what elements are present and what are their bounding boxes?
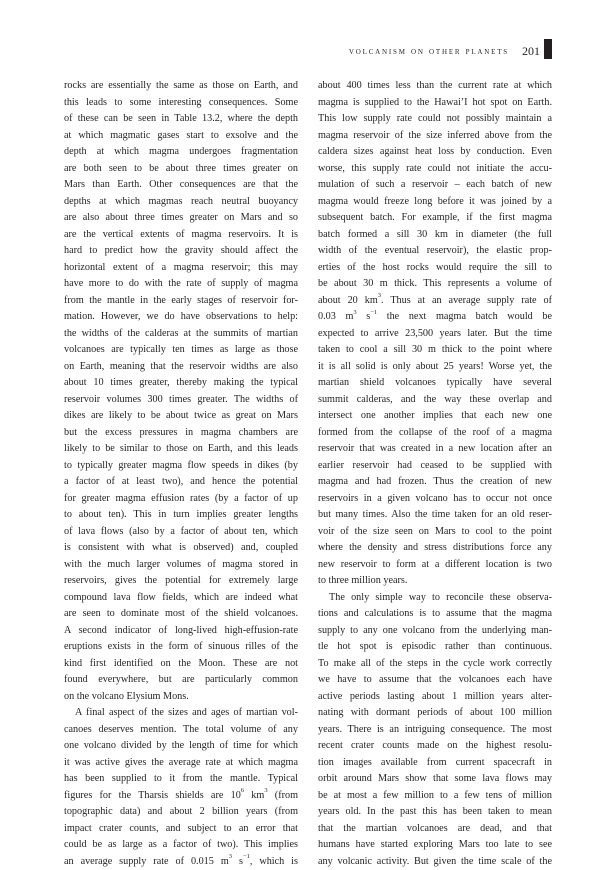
text-run: canoes deserves mention. The total volume of any: [64, 724, 298, 735]
text-run: horizontal extent of a magma reservoir; this may: [64, 262, 298, 273]
text-line: [318, 755, 552, 772]
text-run: are both seen to be about three times greater on: [64, 163, 298, 174]
text-line: [64, 276, 298, 293]
text-run: mulation of such a reservoir – each batch of new: [318, 179, 552, 190]
text-run: reservoirs, gives the potential for extremely large: [64, 575, 298, 586]
text-line: [318, 161, 552, 178]
text-line: [318, 788, 552, 805]
text-line: [318, 771, 552, 788]
text-run: about 20 km: [318, 295, 378, 306]
text-line: [318, 293, 552, 310]
text-line: [64, 78, 298, 95]
superscript: −1: [370, 309, 377, 316]
text-run: about 10 times greater, thereby making the typical: [64, 377, 298, 388]
text-run: hard to predict how the gravity should affect the: [64, 245, 298, 256]
text-run: orbit around Mars show that some lava flows may: [318, 773, 552, 784]
text-line: [64, 227, 298, 244]
text-run: earlier reservoir had ceased to be supplied with: [318, 460, 552, 471]
running-head: volcanism on other planets: [349, 46, 509, 57]
text-line: [318, 309, 552, 326]
text-run: it was active gives the average rate at which magma: [64, 757, 298, 768]
text-run: that the martian volcanoes are dead, and that: [318, 823, 552, 834]
text-line: [64, 375, 298, 392]
text-run: rocks are essentially the same as those on Earth, and: [64, 80, 298, 91]
text-line: [318, 705, 552, 722]
text-run: formed from the collapse of the roof of a magma: [318, 427, 552, 438]
text-run: years old. In the past this has been taken to mean: [318, 806, 552, 817]
text-line: [318, 491, 552, 508]
text-run: To make all of the steps in the cycle work correctly: [318, 658, 552, 669]
text-run: . Thus at an average supply rate of: [381, 295, 552, 306]
text-line: [64, 210, 298, 227]
text-line: [64, 557, 298, 574]
text-line: [64, 408, 298, 425]
text-run: likely to be similar to those on Earth, and this leads: [64, 443, 298, 454]
text-line: [64, 342, 298, 359]
text-line: [64, 392, 298, 409]
text-line: [64, 738, 298, 755]
text-run: magma reservoir of the size inferred above from the: [318, 130, 552, 141]
text-line: [64, 821, 298, 838]
text-line: [318, 177, 552, 194]
text-line: [318, 524, 552, 541]
text-run: dikes are likely to be about twice as great on Mars: [64, 410, 298, 421]
text-line: [318, 672, 552, 689]
text-line: [318, 821, 552, 838]
text-run: km: [244, 790, 264, 801]
text-line: [318, 243, 552, 260]
text-line: [64, 672, 298, 689]
text-run: mation. However, we do have observations to help:: [64, 311, 298, 322]
text-run: are seen to dominate most of the shield volcanoes.: [64, 608, 298, 619]
text-line: [318, 260, 552, 277]
text-line: [64, 425, 298, 442]
text-line: [318, 95, 552, 112]
text-line: [64, 540, 298, 557]
text-line: [64, 524, 298, 541]
text-run: humans have started exploring Mars too late to see: [318, 839, 552, 850]
superscript: 3: [229, 853, 232, 860]
text-line: [64, 161, 298, 178]
text-line: [318, 227, 552, 244]
text-line: [318, 441, 552, 458]
text-run: martian shield volcanoes typically have several: [318, 377, 552, 388]
text-line: [64, 837, 298, 854]
text-run: magma would freeze long before it was joined by a: [318, 196, 552, 207]
text-line: [318, 722, 552, 739]
text-run: 0.03 m: [318, 311, 353, 322]
text-run: The only simple way to reconcile these observa-: [329, 592, 552, 603]
text-line: [64, 128, 298, 145]
text-run: has been supplied to it from the mantle. Typical: [64, 773, 298, 784]
text-run: to three million years.: [318, 575, 407, 586]
text-line: [318, 375, 552, 392]
text-run: be at most a few million to a few tens of million: [318, 790, 552, 801]
text-run: is consistent with what is observed) and, coupled: [64, 542, 298, 553]
text-run: a factor of at least two), and hence the potential: [64, 476, 298, 487]
text-run: A second indicator of long-lived high-effusion-rate: [64, 625, 298, 636]
text-run: but the excess pressures in magma chambers are: [64, 427, 298, 438]
text-run: expected to arrive 23,500 years later. But the time: [318, 328, 552, 339]
text-run: eruptions exists in the form of sinuous rilles of the: [64, 641, 298, 652]
text-line: [318, 590, 552, 607]
text-line: [318, 639, 552, 656]
text-line: [64, 111, 298, 128]
text-run: years. There is an intriguing consequence. The most: [318, 724, 552, 735]
text-line: [64, 623, 298, 640]
text-run: tion images available from current spacecraft in: [318, 757, 552, 768]
text-run: from the mantle in the early stages of reservoir for-: [64, 295, 298, 306]
superscript: 3: [264, 787, 267, 794]
text-run: A final aspect of the sizes and ages of martian vol-: [75, 707, 298, 718]
text-run: new reservoir to form at a different location is two: [318, 559, 552, 570]
text-line: [318, 210, 552, 227]
text-run: where the density and stress distributions force any: [318, 542, 552, 553]
left-text-column: [64, 78, 298, 870]
text-line: [64, 507, 298, 524]
text-run: at which magmatic gases start to exsolve and the: [64, 130, 298, 141]
text-line: [64, 359, 298, 376]
text-line: [64, 573, 298, 590]
text-run: active periods lasting about 1 million years alter-: [318, 691, 552, 702]
text-line: [318, 540, 552, 557]
text-line: [64, 755, 298, 772]
text-run: one volcano divided by the length of time for which: [64, 740, 298, 751]
text-line: [318, 606, 552, 623]
text-line: [318, 623, 552, 640]
text-run: magma and had frozen. Thus the creation of new: [318, 476, 552, 487]
right-text-column: [318, 78, 552, 870]
text-run: an average supply rate of 0.015 m: [64, 856, 229, 867]
page-header: [349, 44, 540, 59]
text-run: s: [357, 311, 371, 322]
text-run: supply to any one volcano from the underlying man-: [318, 625, 552, 636]
text-line: [318, 689, 552, 706]
text-line: [64, 491, 298, 508]
text-run: batch formed a sill 30 km in diameter (the full: [318, 229, 552, 240]
text-run: summit calderas, and the way these overlap and: [318, 394, 552, 405]
text-run: Mars than Earth. Other consequences are that the: [64, 179, 298, 190]
text-run: are also about three times greater on Mars and so: [64, 212, 298, 223]
text-line: [64, 144, 298, 161]
text-run: to about ten). This in turn implies greater lengths: [64, 509, 298, 520]
text-run: the widths of the calderas at the summits of martian: [64, 328, 298, 339]
text-run: could be as large as a factor of two). This implies: [64, 839, 298, 850]
superscript: 3: [378, 292, 381, 299]
text-run: magma is supplied to the Hawai’I hot spot on Earth.: [318, 97, 552, 108]
text-run: caldera sizes against heat loss by conduction. Even: [318, 146, 552, 157]
text-line: [318, 458, 552, 475]
text-run: recent crater counts made on the highest resolu-: [318, 740, 552, 751]
text-run: tle hot spot is episodic rather than continuous.: [318, 641, 552, 652]
text-line: [64, 194, 298, 211]
text-run: about 400 times less than the current rate at which: [318, 80, 552, 91]
text-run: have more to do with the rate of supply of magma: [64, 278, 298, 289]
text-run: intersect one another implies that each new one: [318, 410, 552, 421]
text-run: any volcanic activity. But given the time scale of the: [318, 856, 552, 867]
text-line: [64, 590, 298, 607]
text-line: [64, 788, 298, 805]
text-line: [318, 78, 552, 95]
text-line: [64, 177, 298, 194]
text-run: figures for the Tharsis shields are 10: [64, 790, 241, 801]
text-line: [64, 656, 298, 673]
text-line: [318, 474, 552, 491]
text-line: [64, 260, 298, 277]
text-run: found everywhere, but are particularly common: [64, 674, 298, 685]
text-run: reservoir that was created in a new location after an: [318, 443, 552, 454]
text-line: [64, 705, 298, 722]
text-run: volcanoes are typically ten times as large as those: [64, 344, 298, 355]
text-run: impact crater counts, and subject to an error that: [64, 823, 298, 834]
text-line: [64, 309, 298, 326]
text-line: [318, 111, 552, 128]
superscript: −1: [243, 853, 250, 860]
text-line: [64, 474, 298, 491]
text-run: are the vertical extents of magma reservoirs. It is: [64, 229, 298, 240]
text-line: [64, 689, 298, 706]
text-line: [318, 326, 552, 343]
text-run: of these can be seen in Table 13.2, where the depth: [64, 113, 298, 124]
text-line: [64, 243, 298, 260]
text-line: [64, 854, 298, 870]
text-run: nating with dormant periods of about 100 million: [318, 707, 552, 718]
text-line: [318, 408, 552, 425]
text-run: taken to cool a sill 30 m thick to the point where: [318, 344, 552, 355]
page-number: 201: [522, 44, 540, 59]
text-line: [318, 738, 552, 755]
text-line: [64, 771, 298, 788]
text-line: [64, 722, 298, 739]
text-run: (from: [268, 790, 298, 801]
text-run: s: [232, 856, 243, 867]
text-run: on the volcano Elysium Mons.: [64, 691, 189, 702]
text-line: [64, 606, 298, 623]
text-line: [318, 656, 552, 673]
text-run: topographic data) and about 2 billion years (from: [64, 806, 298, 817]
text-run: it is all solid is only about 25 years! Worse yet, the: [318, 361, 552, 372]
text-line: [318, 359, 552, 376]
text-run: , which is: [250, 856, 298, 867]
text-line: [64, 441, 298, 458]
text-line: [64, 293, 298, 310]
text-run: This low supply rate could not possibly maintain a: [318, 113, 552, 124]
text-run: erties of the host rocks would require the sill to: [318, 262, 552, 273]
text-line: [318, 194, 552, 211]
thumb-tab-marker: [544, 39, 552, 59]
text-line: [64, 804, 298, 821]
text-line: [318, 144, 552, 161]
text-run: for greater magma effusion rates (by a factor of up: [64, 493, 298, 504]
text-line: [318, 507, 552, 524]
text-run: we have to assume that the volcanoes each have: [318, 674, 552, 685]
text-line: [318, 837, 552, 854]
text-line: [64, 95, 298, 112]
text-line: [64, 326, 298, 343]
text-line: [318, 557, 552, 574]
text-run: be about 30 m thick. This represents a volume of: [318, 278, 552, 289]
text-run: kind first identified on the Moon. These are not: [64, 658, 298, 669]
text-run: reservoir volumes 300 times greater. The widths of: [64, 394, 298, 405]
text-line: [318, 276, 552, 293]
text-run: subsequent batch. For example, if the first magma: [318, 212, 552, 223]
text-run: of lava flows (also by a factor of about ten, which: [64, 526, 298, 537]
text-line: [318, 573, 552, 590]
text-line: [318, 425, 552, 442]
text-line: [318, 128, 552, 145]
text-run: but many times. Also the time taken for an old reser-: [318, 509, 552, 520]
text-run: on Earth, meaning that the reservoir widths are also: [64, 361, 298, 372]
text-line: [318, 804, 552, 821]
text-run: reservoirs in a given volcano has to occur not once: [318, 493, 552, 504]
superscript: 6: [241, 787, 244, 794]
text-run: voir of the size seen on Mars to cool to the point: [318, 526, 552, 537]
text-run: depths at which magmas reach neutral buoyancy: [64, 196, 298, 207]
text-line: [64, 458, 298, 475]
text-run: this leads to some interesting consequences. Some: [64, 97, 298, 108]
text-run: to typically greater magma flow speeds in dikes (by: [64, 460, 298, 471]
text-line: [318, 854, 552, 870]
text-run: width of the eventual reservoir), the elastic prop-: [318, 245, 552, 256]
text-line: [318, 342, 552, 359]
text-run: the next magma batch would be: [377, 311, 552, 322]
text-run: depth at which magma undergoes fragmentation: [64, 146, 298, 157]
superscript: 3: [353, 309, 356, 316]
text-run: with the much larger volumes of magma stored in: [64, 559, 298, 570]
text-run: worse, this supply rate could not initiate the accu-: [318, 163, 552, 174]
text-line: [64, 639, 298, 656]
text-run: compound lava flow fields, which are indeed what: [64, 592, 298, 603]
text-run: tions and calculations is to assume that the magma: [318, 608, 552, 619]
text-line: [318, 392, 552, 409]
